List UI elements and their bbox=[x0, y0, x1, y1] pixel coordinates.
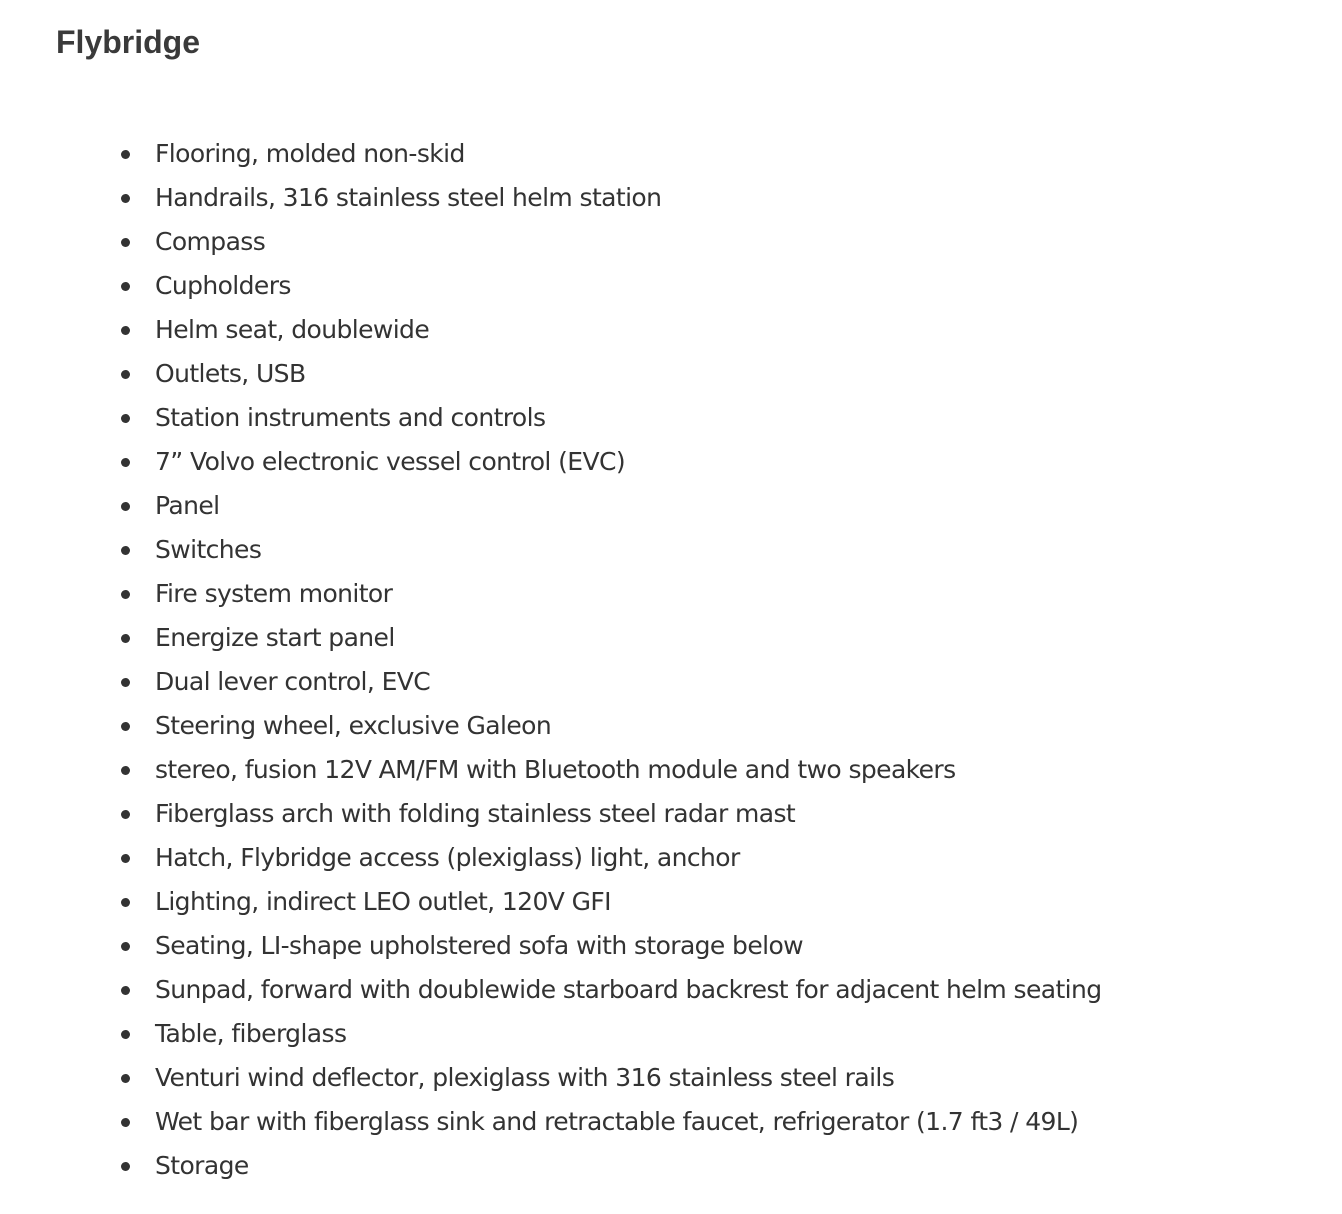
list-item-label: Fire system monitor bbox=[155, 579, 393, 608]
list-item bbox=[0, 704, 1102, 748]
list-item bbox=[0, 1144, 1102, 1188]
list-item bbox=[0, 924, 1102, 968]
bullet-dot-icon bbox=[121, 1074, 130, 1083]
list-item bbox=[0, 308, 1102, 352]
list-item bbox=[0, 616, 1102, 660]
bullet-dot-icon bbox=[121, 326, 130, 335]
list-item-label: Wet bar with fiberglass sink and retractable faucet, refrigerator (1.7 ft3 / 49L) bbox=[155, 1107, 1079, 1136]
list-item bbox=[0, 1100, 1102, 1144]
bullet-dot-icon bbox=[121, 986, 130, 995]
list-item bbox=[0, 352, 1102, 396]
bullet-dot-icon bbox=[121, 634, 130, 643]
list-item-label: Switches bbox=[155, 535, 262, 564]
list-item-label: Hatch, Flybridge access (plexiglass) light, anchor bbox=[155, 843, 740, 872]
list-item-label: Cupholders bbox=[155, 271, 291, 300]
list-item bbox=[0, 1012, 1102, 1056]
list-item-label: Outlets, USB bbox=[155, 359, 306, 388]
list-item-label: Station instruments and controls bbox=[155, 403, 546, 432]
list-item-label: Handrails, 316 stainless steel helm station bbox=[155, 183, 662, 212]
list-item-label: Energize start panel bbox=[155, 623, 395, 652]
list-item-label: Venturi wind deflector, plexiglass with 316 stainless steel rails bbox=[155, 1063, 895, 1092]
list-item-label: Flooring, molded non-skid bbox=[155, 139, 465, 168]
bullet-dot-icon bbox=[121, 942, 130, 951]
list-item-label: Seating, LI-shape upholstered sofa with storage below bbox=[155, 931, 803, 960]
bullet-dot-icon bbox=[121, 722, 130, 731]
list-item bbox=[0, 220, 1102, 264]
bullet-dot-icon bbox=[121, 898, 130, 907]
list-item bbox=[0, 880, 1102, 924]
list-item-label: Panel bbox=[155, 491, 220, 520]
bullet-dot-icon bbox=[121, 678, 130, 687]
list-item bbox=[0, 176, 1102, 220]
list-item-label: Steering wheel, exclusive Galeon bbox=[155, 711, 552, 740]
bullet-dot-icon bbox=[121, 810, 130, 819]
list-item-label: Compass bbox=[155, 227, 266, 256]
bullet-dot-icon bbox=[121, 194, 130, 203]
list-item bbox=[0, 528, 1102, 572]
list-item bbox=[0, 440, 1102, 484]
list-item bbox=[0, 264, 1102, 308]
feature-list bbox=[0, 132, 1102, 1188]
bullet-dot-icon bbox=[121, 150, 130, 159]
bullet-dot-icon bbox=[121, 502, 130, 511]
list-item bbox=[0, 396, 1102, 440]
bullet-dot-icon bbox=[121, 854, 130, 863]
list-item bbox=[0, 132, 1102, 176]
list-item-label: stereo, fusion 12V AM/FM with Bluetooth module and two speakers bbox=[155, 755, 956, 784]
bullet-dot-icon bbox=[121, 414, 130, 423]
list-item bbox=[0, 484, 1102, 528]
list-item-label: Storage bbox=[155, 1151, 249, 1180]
list-item bbox=[0, 1056, 1102, 1100]
section-title: Flybridge bbox=[56, 24, 201, 60]
bullet-dot-icon bbox=[121, 590, 130, 599]
list-item bbox=[0, 792, 1102, 836]
bullet-dot-icon bbox=[121, 1162, 130, 1171]
bullet-dot-icon bbox=[121, 546, 130, 555]
list-item-label: 7” Volvo electronic vessel control (EVC) bbox=[155, 447, 625, 476]
bullet-dot-icon bbox=[121, 282, 130, 291]
list-item bbox=[0, 748, 1102, 792]
list-item-label: Helm seat, doublewide bbox=[155, 315, 430, 344]
list-item-label: Dual lever control, EVC bbox=[155, 667, 431, 696]
list-item-label: Table, fiberglass bbox=[155, 1019, 347, 1048]
list-item-label: Fiberglass arch with folding stainless steel radar mast bbox=[155, 799, 796, 828]
list-item-label: Sunpad, forward with doublewide starboard backrest for adjacent helm seating bbox=[155, 975, 1102, 1004]
list-item-label: Lighting, indirect LEO outlet, 120V GFI bbox=[155, 887, 611, 916]
bullet-dot-icon bbox=[121, 458, 130, 467]
bullet-dot-icon bbox=[121, 370, 130, 379]
list-item bbox=[0, 968, 1102, 1012]
list-item bbox=[0, 572, 1102, 616]
bullet-dot-icon bbox=[121, 1118, 130, 1127]
list-item bbox=[0, 836, 1102, 880]
bullet-dot-icon bbox=[121, 238, 130, 247]
bullet-dot-icon bbox=[121, 766, 130, 775]
bullet-dot-icon bbox=[121, 1030, 130, 1039]
list-item bbox=[0, 660, 1102, 704]
